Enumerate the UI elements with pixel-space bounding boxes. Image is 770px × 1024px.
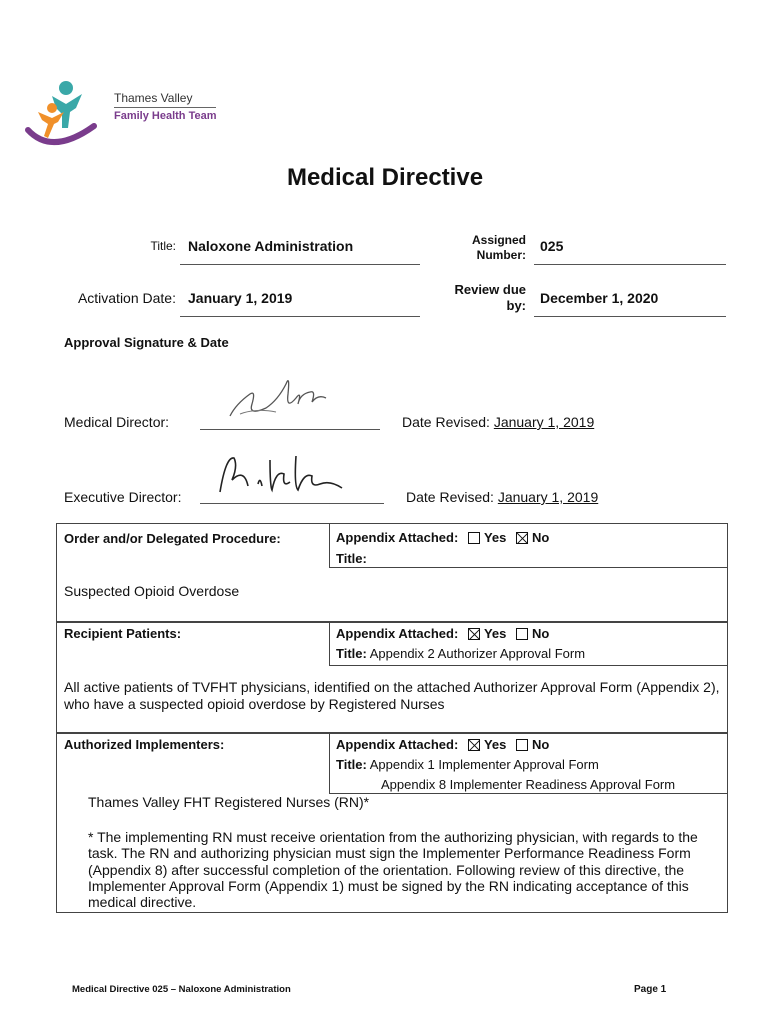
recipients-body-line1: All active patients of TVFHT physicians, identified on the attached Authorizer Approval Form (Appendix 2), bbox=[64, 679, 720, 695]
review-value: December 1, 2020 bbox=[540, 290, 659, 306]
implementers-appendix-label: Appendix Attached: bbox=[336, 737, 459, 752]
implementers-yes-label: Yes bbox=[483, 737, 507, 752]
review-label-line2: by: bbox=[506, 298, 526, 313]
logo-line2: Family Health Team bbox=[114, 110, 217, 122]
executive-date bbox=[406, 489, 598, 505]
order-yes-label: Yes bbox=[483, 530, 507, 545]
implementers-note-line2: task. The RN and authorizing physician must sign the Implementer Performance Readiness Form bbox=[88, 845, 691, 862]
implementers-note-line3: (Appendix 8) after successful completion of the orientation. Following review of this directive, the bbox=[88, 861, 685, 878]
medical-date-value: January 1, 2019 bbox=[493, 414, 595, 430]
recipients-appendix-row bbox=[336, 626, 549, 641]
implementers-note-line4: Implementer Approval Form (Appendix 1) must be signed by the RN indicating acceptance of this bbox=[88, 877, 689, 894]
executive-director-signature-line bbox=[200, 503, 384, 504]
recipients-title-row bbox=[336, 646, 585, 661]
implementers-note bbox=[88, 829, 698, 910]
executive-director-label: Executive Director: bbox=[64, 489, 182, 505]
recipients-appendix-label: Appendix Attached: bbox=[336, 626, 459, 641]
assigned-value: 025 bbox=[540, 238, 564, 254]
medical-date bbox=[402, 414, 594, 430]
order-no-checkbox[interactable] bbox=[516, 532, 528, 544]
logo-line1: Thames Valley bbox=[114, 91, 193, 105]
implementers-yes-checkbox[interactable] bbox=[468, 739, 480, 751]
order-label: Order and/or Delegated Procedure: bbox=[64, 531, 281, 546]
implementers-title-label: Title: bbox=[336, 757, 367, 772]
order-appendix-row bbox=[336, 530, 549, 545]
recipients-no-checkbox[interactable] bbox=[516, 628, 528, 640]
recipients-title-label: Title: bbox=[336, 646, 367, 661]
implementers-note-line5: medical directive. bbox=[88, 894, 197, 911]
page-title: Medical Directive bbox=[286, 164, 484, 191]
activation-label: Activation Date: bbox=[77, 290, 176, 306]
assigned-underline bbox=[534, 264, 726, 265]
implementers-title-row bbox=[336, 757, 599, 772]
implementers-appendix-row bbox=[336, 737, 549, 752]
medical-director-signature bbox=[226, 364, 336, 424]
recipients-yes-checkbox[interactable] bbox=[468, 628, 480, 640]
assigned-label-line2: Number: bbox=[476, 248, 526, 262]
implementers-no-checkbox[interactable] bbox=[516, 739, 528, 751]
implementers-body: Thames Valley FHT Registered Nurses (RN)* bbox=[88, 794, 370, 810]
recipients-body bbox=[64, 679, 720, 713]
recipients-label: Recipient Patients: bbox=[64, 626, 182, 641]
medical-date-label: Date Revised: bbox=[402, 414, 490, 430]
review-label bbox=[420, 282, 526, 314]
recipients-no-label: No bbox=[531, 626, 550, 641]
recipients-yes-label: Yes bbox=[483, 626, 507, 641]
logo-divider bbox=[114, 107, 216, 108]
executive-date-label: Date Revised: bbox=[406, 489, 494, 505]
recipients-title-value: Appendix 2 Authorizer Approval Form bbox=[369, 646, 586, 661]
implementers-label: Authorized Implementers: bbox=[64, 737, 225, 752]
implementers-title-value-2: Appendix 8 Implementer Readiness Approval Form bbox=[381, 777, 676, 792]
review-underline bbox=[534, 316, 726, 317]
activation-value: January 1, 2019 bbox=[188, 290, 293, 306]
footer-page-number: Page 1 bbox=[634, 984, 667, 995]
family-logo-icon bbox=[22, 78, 102, 150]
title-label: Title: bbox=[150, 239, 176, 253]
medical-director-label: Medical Director: bbox=[64, 414, 170, 430]
order-no-label: No bbox=[531, 530, 550, 545]
approval-heading: Approval Signature & Date bbox=[64, 335, 229, 350]
assigned-label bbox=[430, 233, 526, 263]
recipients-body-line2: who have a suspected opioid overdose by Registered Nurses bbox=[64, 696, 445, 712]
order-body: Suspected Opioid Overdose bbox=[64, 583, 240, 599]
implementers-no-label: No bbox=[531, 737, 550, 752]
implementers-title-value-1: Appendix 1 Implementer Approval Form bbox=[369, 757, 599, 772]
title-underline bbox=[180, 264, 420, 265]
logo bbox=[22, 78, 222, 150]
executive-date-value: January 1, 2019 bbox=[497, 489, 599, 505]
executive-director-signature bbox=[212, 446, 362, 502]
activation-underline bbox=[180, 316, 420, 317]
order-title-label: Title: bbox=[336, 551, 367, 566]
footer-left: Medical Directive 025 – Naloxone Administration bbox=[72, 984, 291, 995]
medical-director-signature-line bbox=[200, 429, 380, 430]
order-appendix-label: Appendix Attached: bbox=[336, 530, 459, 545]
assigned-label-line1: Assigned bbox=[471, 233, 526, 247]
review-label-line1: Review due bbox=[454, 282, 526, 297]
order-yes-checkbox[interactable] bbox=[468, 532, 480, 544]
title-value: Naloxone Administration bbox=[188, 238, 354, 254]
implementers-note-line1: * The implementing RN must receive orientation from the authorizing physician, with regards to the bbox=[88, 829, 698, 845]
